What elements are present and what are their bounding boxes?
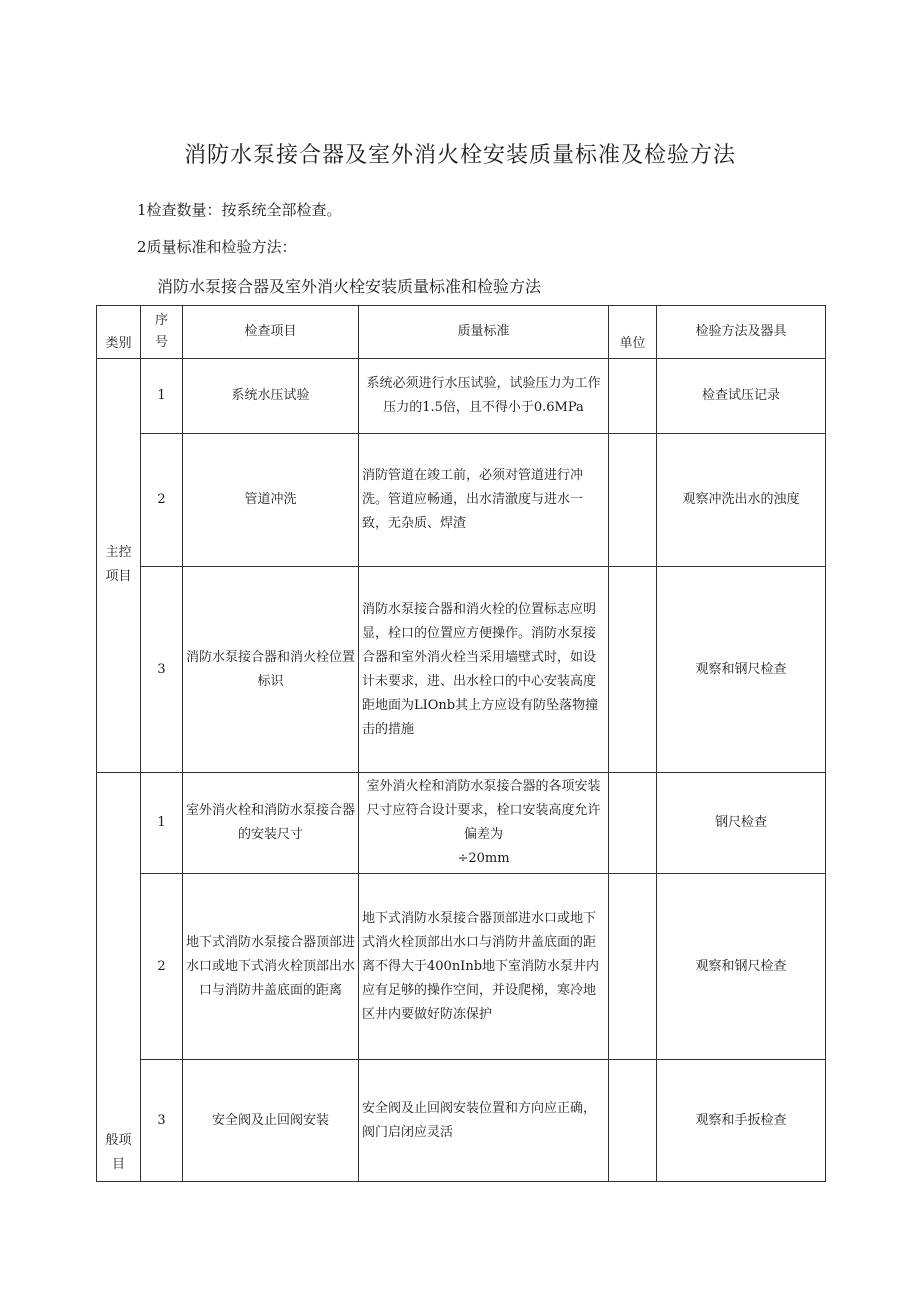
row-unit (609, 773, 657, 874)
table-row (97, 359, 826, 434)
category-main-control (97, 359, 141, 773)
category-general (97, 773, 141, 1182)
table-caption: 消防水泵接合器及室外消火栓安装质量标准和检验方法 (157, 277, 542, 296)
row-item: 消防水泵接合器和消火栓位置标识 (183, 567, 359, 773)
header-standard: 质量标准 (359, 306, 609, 359)
table-row (97, 1060, 826, 1182)
table-row (97, 773, 826, 874)
row-item: 系统水压试验 (183, 359, 359, 434)
table-row (97, 874, 826, 1060)
category-main-line2: 项目 (105, 568, 132, 584)
header-unit: 单位 (609, 306, 657, 359)
row-number: 2 (141, 874, 183, 1060)
header-item: 检查项目 (183, 306, 359, 359)
header-number-line1: 序 (154, 313, 168, 328)
row-standard-text: 室外消火栓和消防水泵接合器的各项安装尺寸应符合设计要求，栓口安装高度允许偏差为 (366, 779, 601, 842)
row-unit (609, 567, 657, 773)
table-header-row (97, 306, 826, 359)
table-row (97, 434, 826, 567)
row-standard (359, 773, 609, 874)
row-number: 3 (141, 1060, 183, 1182)
row-unit (609, 434, 657, 567)
row-method: 检查试压记录 (657, 359, 826, 434)
row-standard: 消防水泵接合器和消火栓的位置标志应明显，栓口的位置应方便操作。消防水泵接合器和室外消火栓当采用墙壁式时，如设计未要求，进、出水栓口的中心安装高度距地面为LIOnb其上方应设有防坠落物撞击的措施 (359, 567, 609, 773)
row-standard: 安全阀及止回阀安装位置和方向应正确，阀门启闭应灵活 (359, 1060, 609, 1182)
row-standard: 地下式消防水泵接合器顶部进水口或地下式消火栓顶部出水口与消防井盖底面的距离不得大于400nInb地下室消防水泵井内应有足够的操作空间，并设爬梯，寒冷地区井内要做好防冻保护 (359, 874, 609, 1060)
row-unit (609, 1060, 657, 1182)
document-title: 消防水泵接合器及室外消火栓安装质量标准及检验方法 (183, 143, 736, 168)
category-general-line2: 目 (111, 1157, 125, 1172)
row-unit (609, 359, 657, 434)
header-method: 检验方法及器具 (657, 306, 826, 359)
row-number: 2 (141, 434, 183, 567)
row-method: 观察冲洗出水的浊度 (657, 434, 826, 567)
row-method: 观察和手扳检查 (657, 1060, 826, 1182)
row-unit (609, 874, 657, 1060)
row-method: 观察和钢尺检查 (657, 567, 826, 773)
header-number (141, 306, 183, 359)
row-item: 室外消火栓和消防水泵接合器的安装尺寸 (183, 773, 359, 874)
row-standard: 消防管道在竣工前，必须对管道进行冲洗。管道应畅通，出水清澈度与进水一致，无杂质、焊渣 (359, 434, 609, 567)
row-item: 管道冲洗 (183, 434, 359, 567)
row-item: 安全阀及止回阀安装 (183, 1060, 359, 1182)
row-standard: 系统必须进行水压试验，试验压力为工作压力的1.5倍，且不得小于0.6MPa (359, 359, 609, 434)
row-method: 观察和钢尺检查 (657, 874, 826, 1060)
header-number-line2: 号 (154, 335, 168, 350)
inspection-quantity-text: 1检查数量：按系统全部检查。 (137, 201, 342, 219)
row-method: 钢尺检查 (657, 773, 826, 874)
category-main-line1: 主控 (105, 544, 132, 560)
quality-standard-table (96, 305, 826, 1182)
row-number: 1 (141, 359, 183, 434)
row-standard-tolerance: ÷20mm (457, 851, 510, 866)
category-general-line1: 般项 (105, 1133, 132, 1148)
header-category: 类别 (97, 306, 141, 359)
table-row (97, 567, 826, 773)
row-number: 3 (141, 567, 183, 773)
row-number: 1 (141, 773, 183, 874)
quality-standard-heading: 2质量标准和检验方法： (137, 238, 297, 256)
row-item: 地下式消防水泵接合器顶部进水口或地下式消火栓顶部出水口与消防井盖底面的距离 (183, 874, 359, 1060)
